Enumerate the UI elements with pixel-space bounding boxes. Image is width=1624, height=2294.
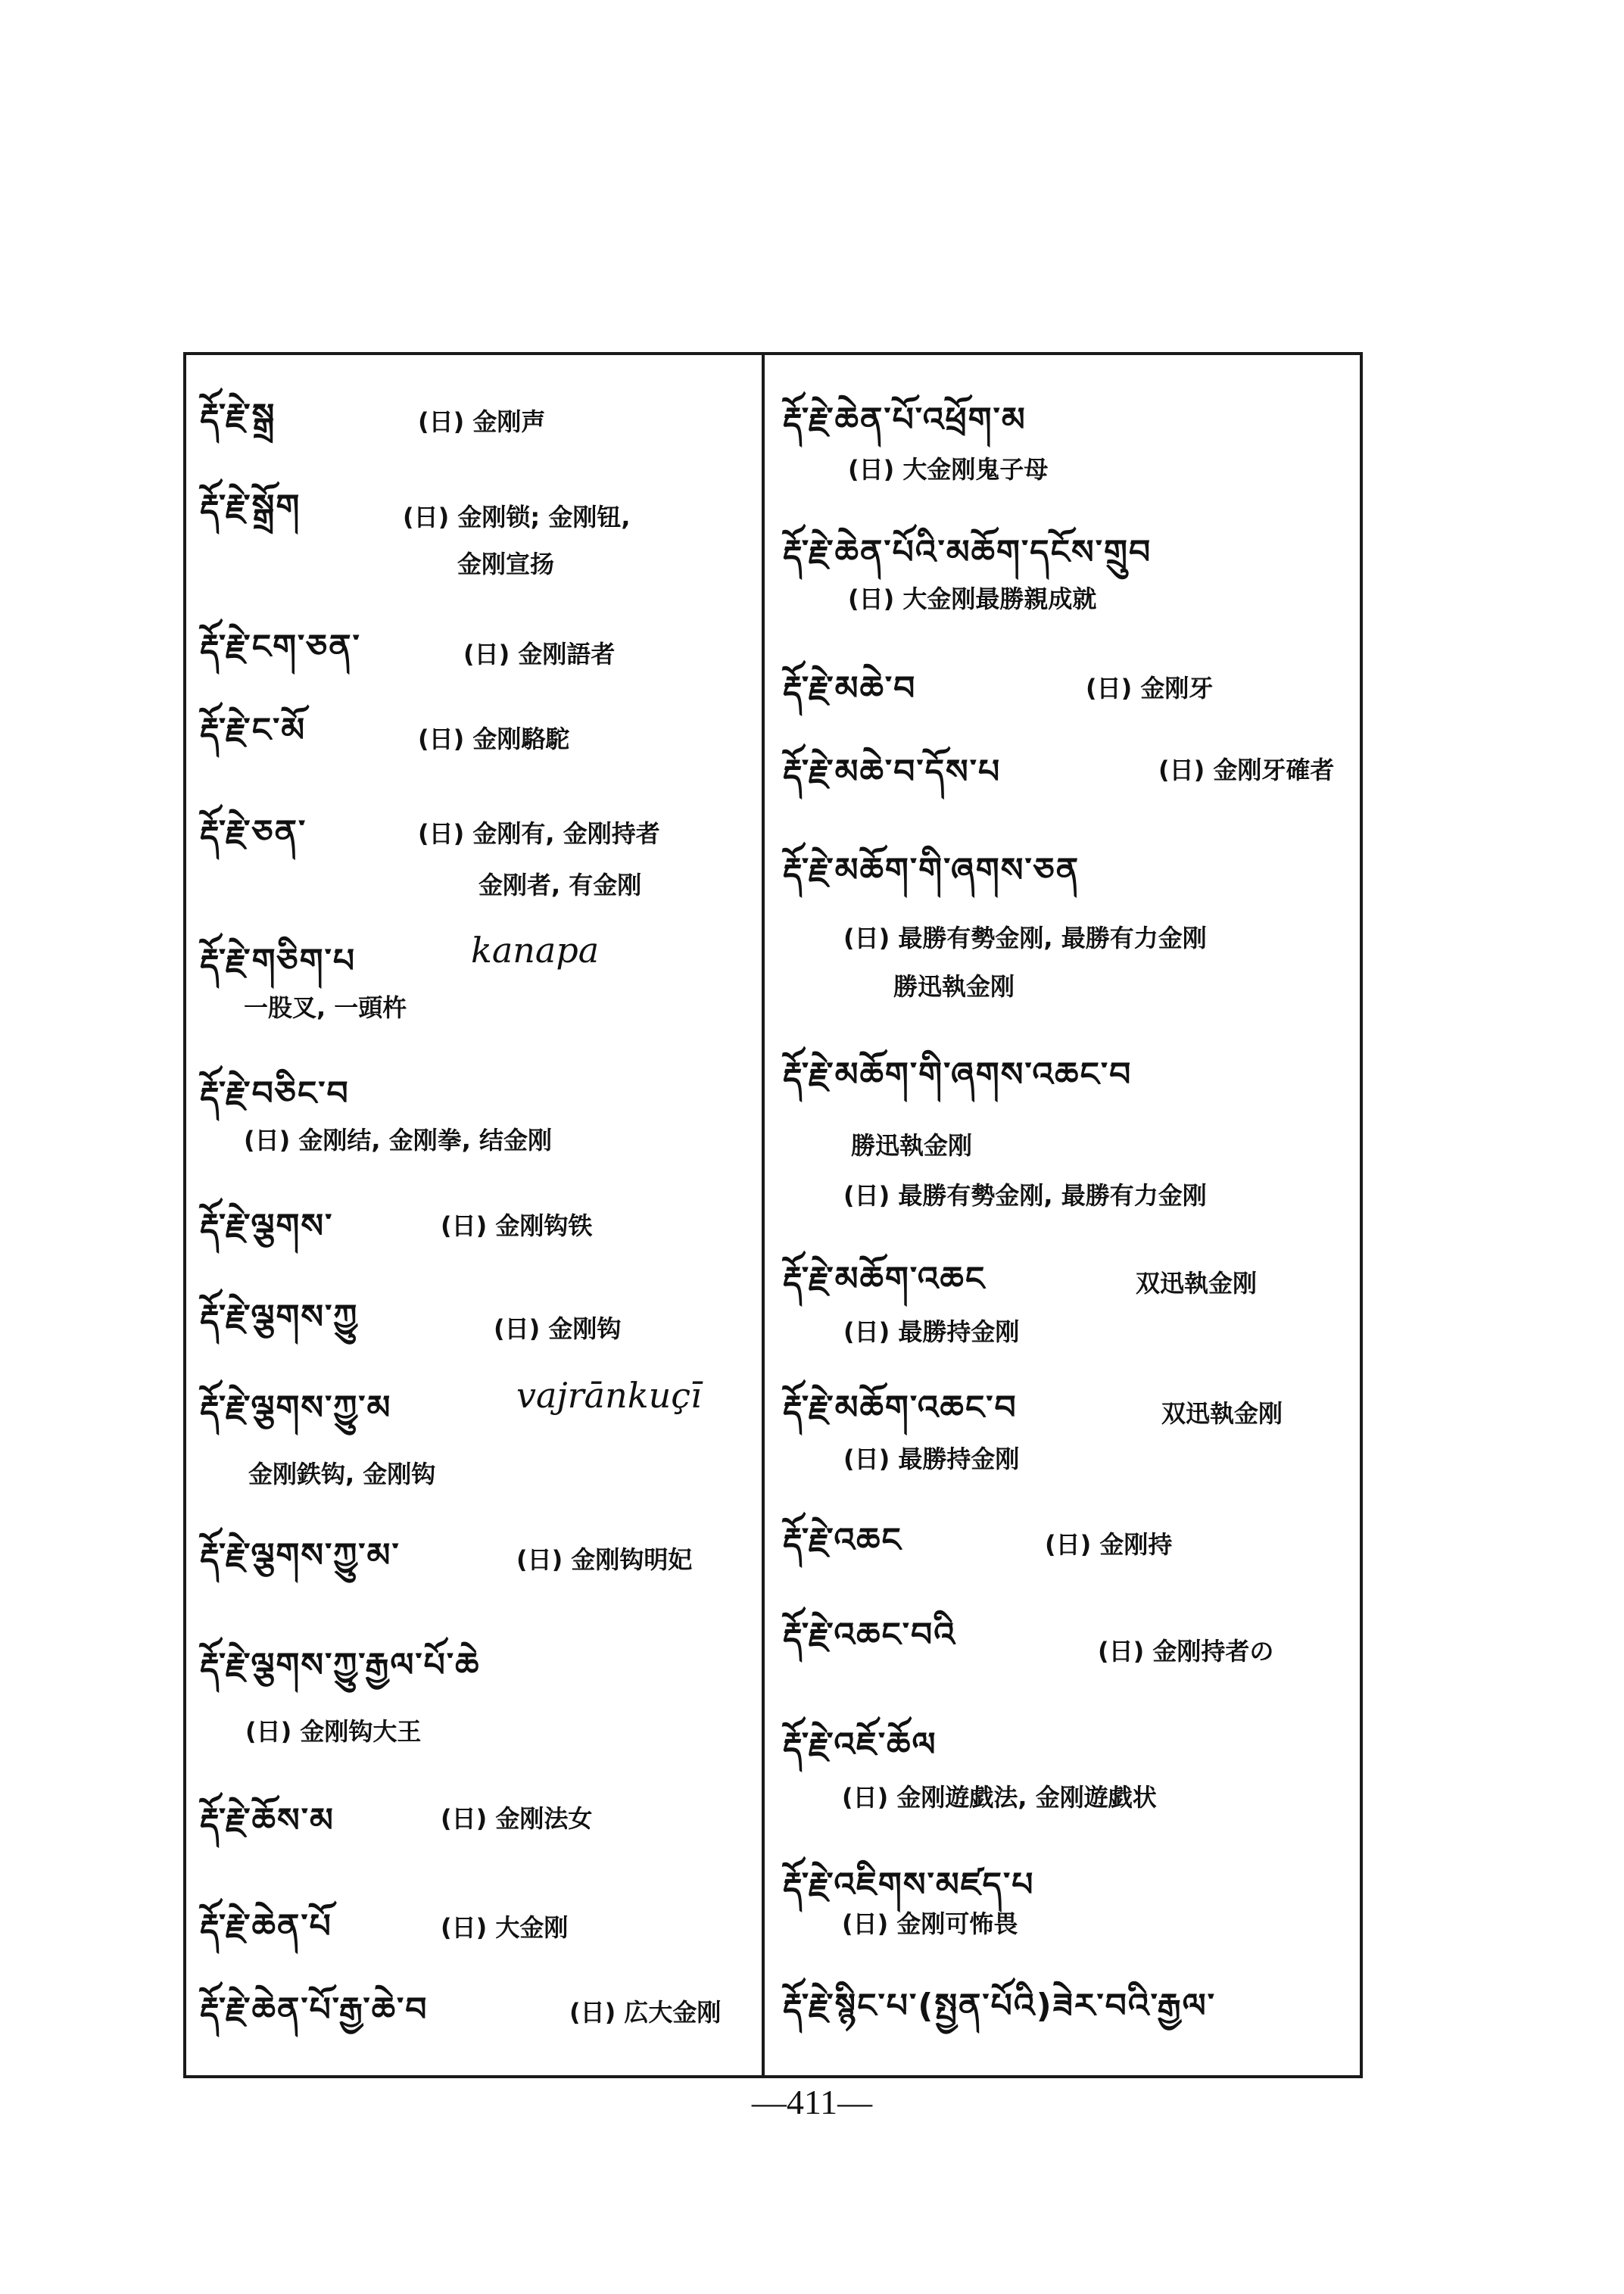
tibetan-headword: རྡོ་རྗེ་ང་མོ (200, 711, 307, 750)
tibetan-headword: རྡོ་རྗེ་འཇིགས་མཛད་པ (783, 1865, 1035, 1904)
gloss: (日) 最勝持金刚 (843, 1445, 1020, 1473)
tibetan-headword: རྡོ་རྗེ་སྒྲོག (200, 488, 301, 526)
tibetan-headword: རྡོ་རྗེ་འཆང (783, 1521, 902, 1560)
gloss: (日) 金刚钩明妃 (516, 1545, 693, 1574)
tibetan-headword: རྡོ་རྗེ་བཅིང་བ (200, 1074, 350, 1113)
gloss: (日) 金刚有, 金刚持者 (418, 819, 660, 848)
gloss: (日) 金刚駱駝 (418, 725, 570, 753)
gloss: (日) 金刚可怖畏 (842, 1909, 1018, 1938)
tibetan-headword: རྡོ་རྗེ་ངག་ཅན་ (200, 628, 361, 666)
tibetan-headword: རྡོ་རྗེ་སྙིང་པ་(སྤྱན་པོའི)ཟེར་བའི་རྒྱལ་ (783, 1987, 1216, 2025)
gloss: (日) 金刚牙 (1086, 674, 1214, 703)
gloss: 金刚鉄钩, 金刚钩 (248, 1460, 436, 1488)
tibetan-headword: རྡོ་རྗེ་མཆོག་གི་ཞགས་འཆང་བ (783, 1055, 1133, 1094)
gloss: (日) 大金刚 (441, 1913, 569, 1942)
gloss: 勝迅執金刚 (893, 972, 1015, 1001)
tibetan-headword: རྡོ་རྗེ་འཆང་བའི (783, 1616, 956, 1654)
tibetan-headword: རྡོ་རྗེ་ཆེན་པོ་འཕྲོག་མ (783, 401, 1027, 439)
tibetan-headword: རྡོ་རྗེ་ལྕགས་ཀྱུ་རྒྱལ་པོ་ཆེ (200, 1646, 481, 1685)
side-note: 双迅執金刚 (1161, 1399, 1283, 1428)
gloss: (日) 金刚遊戯法, 金刚遊戯状 (842, 1783, 1157, 1812)
side-note: 双迅執金刚 (1136, 1269, 1258, 1298)
gloss: (日) 金刚钩大王 (245, 1717, 422, 1746)
gloss: (日) 金刚持者の (1098, 1637, 1274, 1666)
tibetan-headword: རྡོ་རྗེ་ཆེན་པོ་རྒྱ་ཆེ་བ (200, 1990, 429, 2029)
tibetan-headword: རྡོ་རྗེ་འཇོ་ཆོལ (783, 1725, 937, 1764)
tibetan-headword: རྡོ་རྗེ་མཆེ་བ (783, 669, 917, 708)
tibetan-headword: རྡོ་རྗེ་ཆེན་པོའི་མཆོག་དངོས་གྲུབ (783, 533, 1152, 572)
tibetan-headword: རྡོ་རྗེ་ལྕགས་ཀྱུ (200, 1298, 359, 1336)
tibetan-headword: རྡོ་རྗེ་གཅིག་པ (200, 942, 357, 980)
tibetan-headword: རྡོ་རྗེ་ལྕགས་ (200, 1207, 334, 1245)
gloss: (日) 最勝持金刚 (843, 1317, 1020, 1346)
column-divider (762, 352, 765, 2078)
gloss: (日) 最勝有勢金刚, 最勝有力金刚 (843, 1181, 1207, 1210)
gloss: 勝迅執金刚 (851, 1131, 973, 1160)
gloss: (日) 金刚钩 (494, 1314, 622, 1343)
tibetan-headword: རྡོ་རྗེ་ཅན་ (200, 813, 307, 852)
tibetan-headword: རྡོ་རྗེ་མཆོག་འཆང་བ (783, 1389, 1018, 1427)
gloss: (日) 金刚持 (1045, 1530, 1173, 1559)
gloss: (日) 大金刚最勝親成就 (848, 584, 1097, 613)
tibetan-headword: རྡོ་རྗེ་ཆོས་མ (200, 1801, 335, 1840)
romanized-sanskrit: kanapa (471, 930, 600, 971)
gloss: (日) 金刚牙確者 (1158, 756, 1335, 784)
gloss: 一股叉, 一頭杵 (244, 993, 407, 1022)
gloss: (日) 金刚锁; 金刚钮, (403, 503, 631, 531)
gloss: (日) 金刚法女 (441, 1804, 593, 1833)
tibetan-headword: རྡོ་རྗེ་སྒྲ (200, 397, 276, 435)
page-number: —411— (751, 2083, 873, 2121)
tibetan-headword: རྡོ་རྗེ་མཆེ་བ་དོས་པ (783, 753, 1002, 791)
tibetan-headword: རྡོ་རྗེ་ཆེན་པོ (200, 1907, 332, 1946)
tibetan-headword: རྡོ་རྗེ་ལྕགས་ཀྱུ་མ་ (200, 1536, 401, 1575)
gloss: (日) 大金刚鬼子母 (848, 455, 1049, 484)
gloss: 金刚宣扬 (457, 550, 555, 578)
tibetan-headword: རྡོ་རྗེ་ལྕགས་ཀྱུ་མ (200, 1389, 392, 1427)
gloss: (日) 金刚声 (418, 407, 546, 436)
tibetan-headword: རྡོ་རྗེ་མཆོག་གི་ཞགས་ཅན (783, 851, 1080, 890)
gloss: (日) 最勝有勢金刚, 最勝有力金刚 (843, 924, 1207, 952)
gloss: (日) 広大金刚 (569, 1998, 722, 2027)
gloss: (日) 金刚钩铁 (441, 1211, 593, 1240)
gloss: (日) 金刚語者 (463, 640, 616, 669)
tibetan-headword: རྡོ་རྗེ་མཆོག་འཆང (783, 1260, 987, 1298)
gloss: 金刚者, 有金刚 (478, 871, 642, 899)
romanized-sanskrit: vajrānkuçī (516, 1375, 702, 1416)
gloss: (日) 金刚结, 金刚拳, 结金刚 (244, 1126, 552, 1155)
